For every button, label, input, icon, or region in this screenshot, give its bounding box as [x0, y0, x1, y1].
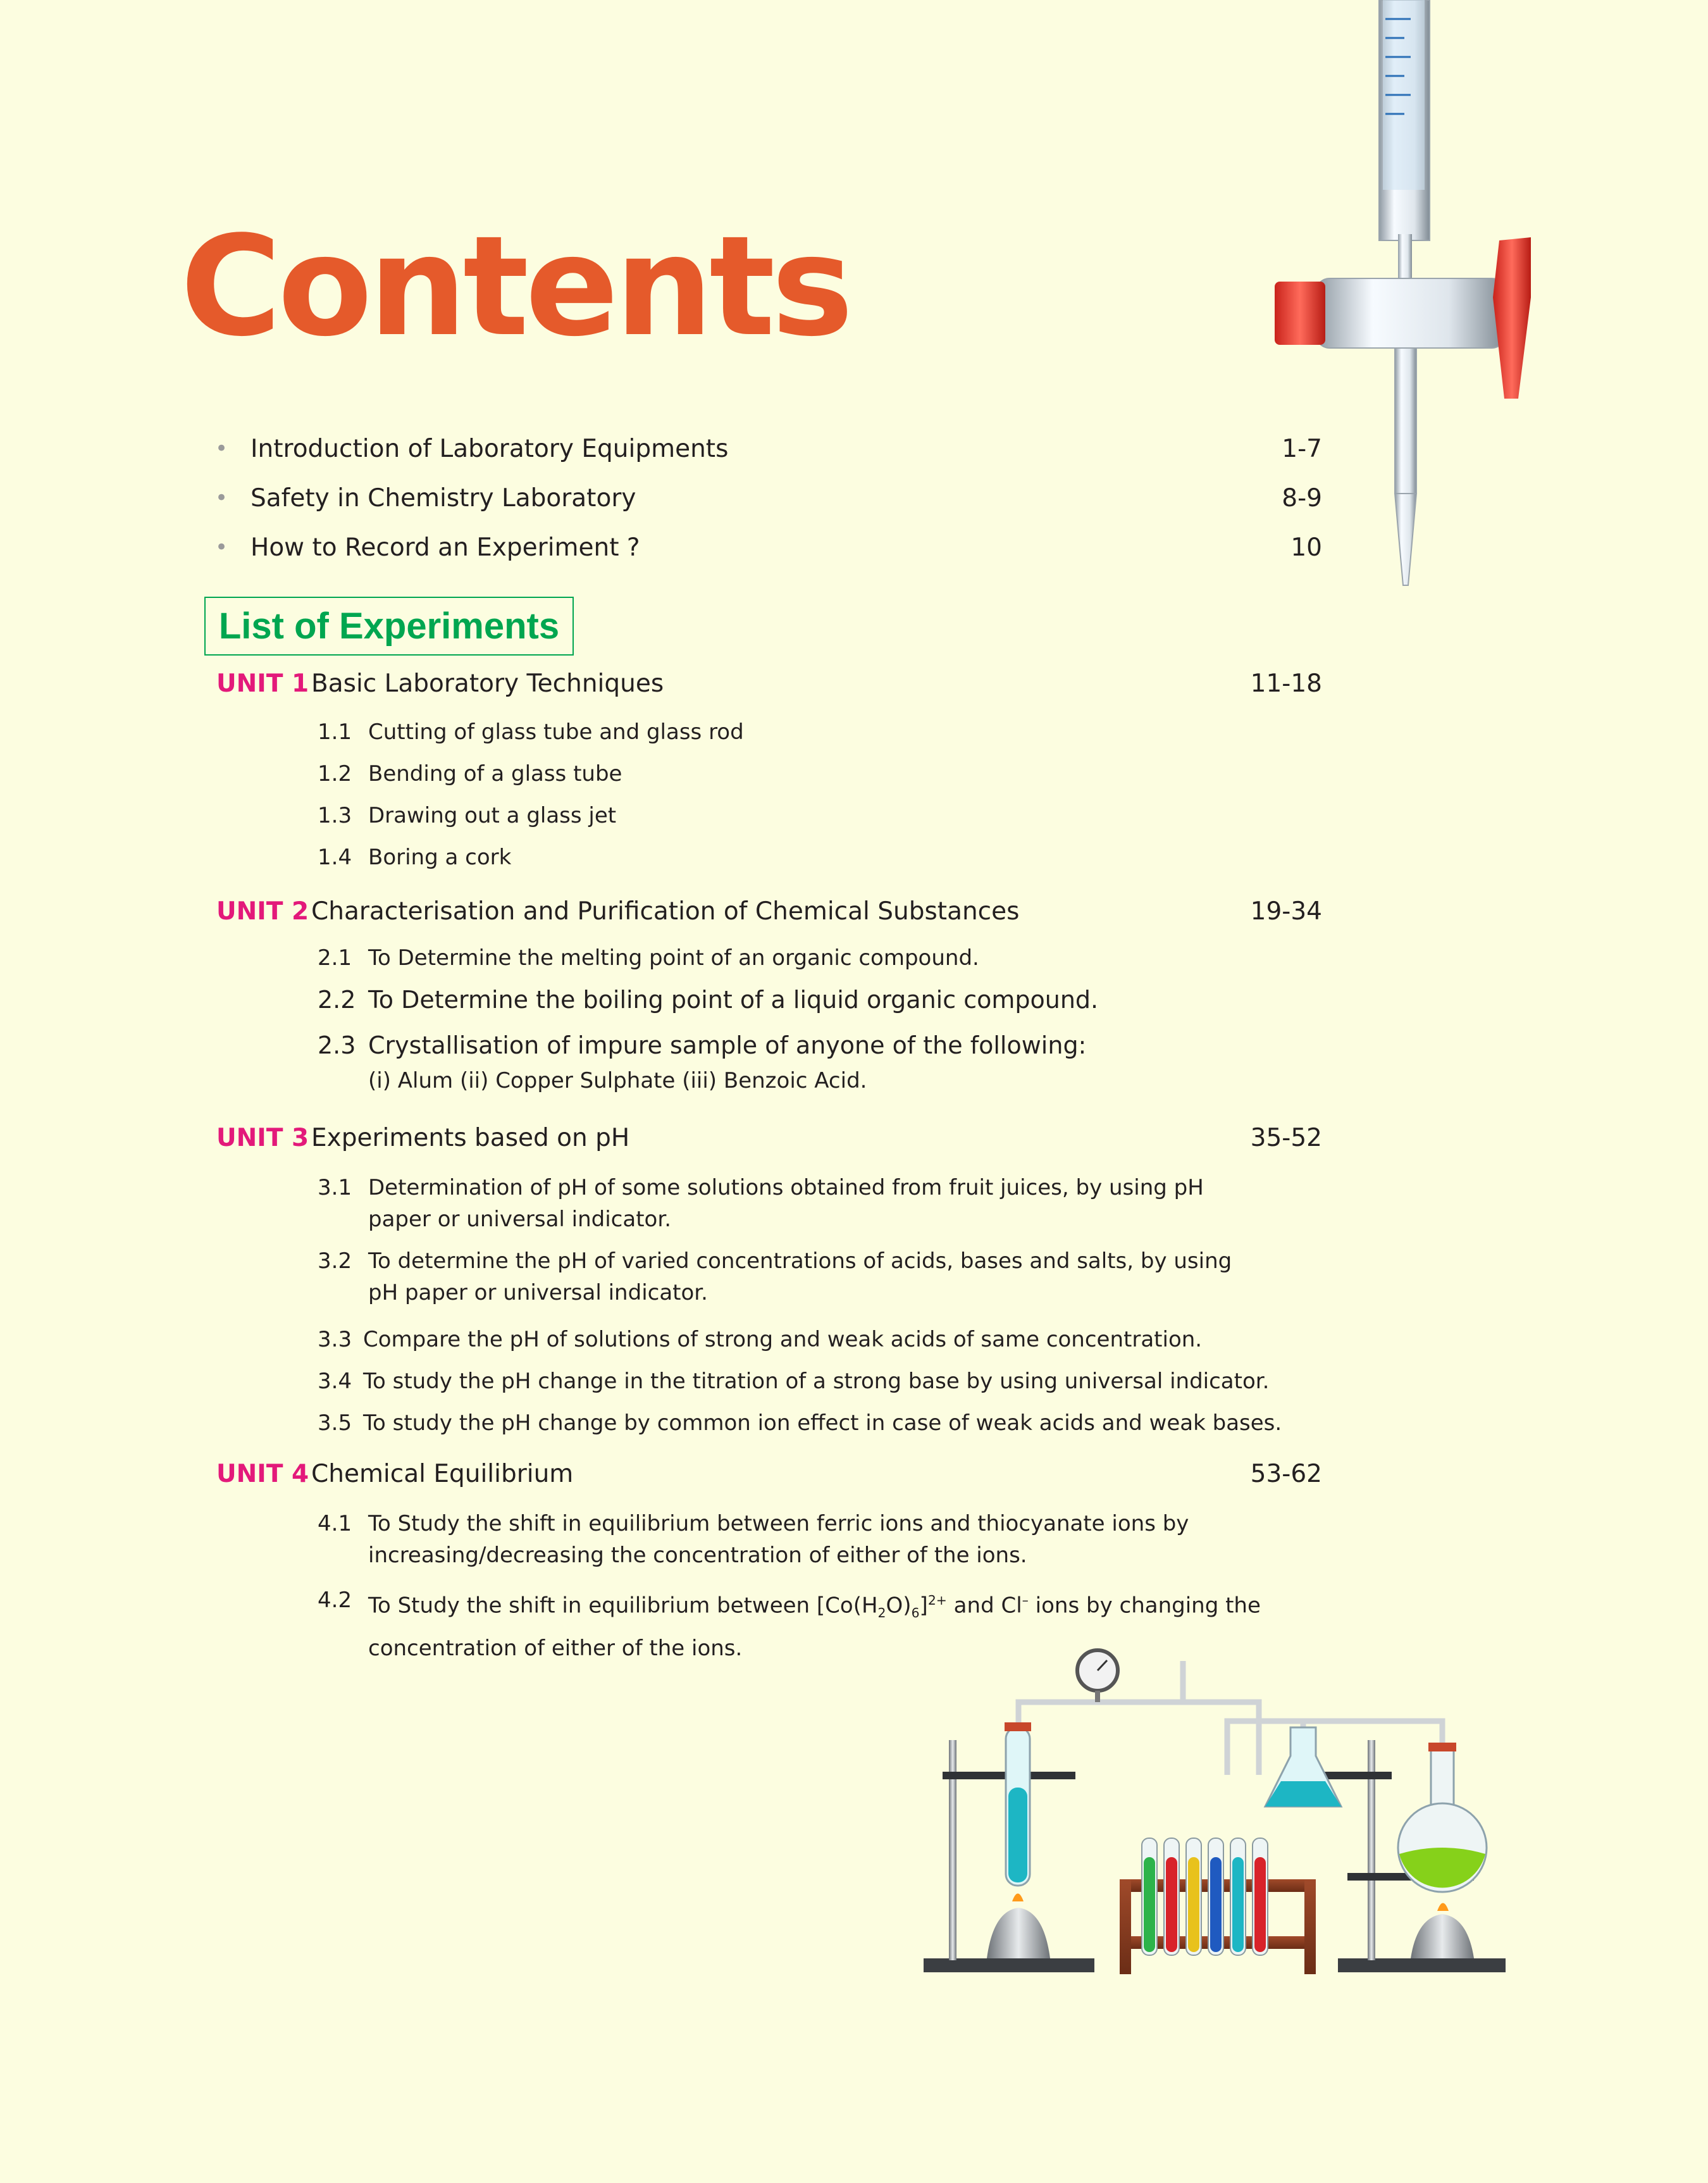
unit-heading — [216, 1124, 1322, 1166]
intro-item-label: Introduction of Laboratory Equipments — [251, 434, 729, 463]
experiment-text: To Study the shift in equilibrium between $[Co(H_2O)_6]^{2+}$ and Cl– ions by changing the concentration of either of the ions. — [368, 1593, 1261, 1662]
intro-item — [215, 473, 1322, 523]
intro-item-pages: 10 — [1290, 533, 1322, 562]
experiment-text: To determine the pH of varied concentrations of acids, bases and salts, by using pH paper or universal indicator. — [368, 1248, 1232, 1305]
experiment-item — [318, 1360, 1322, 1402]
bullet-icon: • — [215, 436, 228, 461]
experiment-number: 2.3 — [318, 1031, 356, 1059]
experiment-text: Drawing out a glass jet — [368, 803, 617, 828]
experiment-text: Compare the pH of solutions of strong and weak acids of same concentration. — [363, 1327, 1203, 1352]
list-of-experiments-box — [204, 597, 574, 656]
experiment-text: Determination of pH of some solutions obtained from fruit juices, by using pH paper or universal indicator. — [368, 1175, 1204, 1232]
experiment-text: Bending of a glass tube — [368, 761, 622, 787]
experiment-item — [318, 837, 1322, 878]
experiment-number: 1.1 — [318, 719, 352, 745]
experiment-item — [318, 1172, 1241, 1235]
bullet-icon: • — [215, 535, 228, 560]
experiment-item — [318, 1023, 1322, 1068]
intro-item — [215, 523, 1322, 572]
experiment-text: Cutting of glass tube and glass rod — [368, 719, 744, 745]
experiment-text: To Study the shift in equilibrium between ferric ions and thiocyanate ions by increasing/decreasing the concentration of either of the ions. — [368, 1511, 1189, 1568]
list-of-experiments-title: List of Experiments — [218, 606, 560, 647]
experiment-number: 4.1 — [318, 1511, 352, 1536]
experiment-number: 4.2 — [318, 1588, 352, 1613]
experiment-number: 3.1 — [318, 1175, 352, 1200]
unit-section — [216, 669, 1322, 878]
bullet-icon: • — [215, 485, 228, 511]
unit-title: Experiments based on pH — [311, 1124, 630, 1152]
unit-heading — [216, 1460, 1322, 1502]
unit-pages: 19-34 — [1250, 897, 1322, 926]
experiment-number: 2.1 — [318, 945, 352, 971]
unit-heading — [216, 669, 1322, 711]
unit-pages: 11-18 — [1250, 669, 1322, 698]
intro-item — [215, 424, 1322, 473]
experiment-subtext: (i) Alum (ii) Copper Sulphate (iii) Benzoic Acid. — [368, 1068, 867, 1093]
unit-heading — [216, 897, 1322, 939]
unit-label: UNIT 2 — [216, 897, 309, 926]
experiment-item — [318, 1402, 1322, 1444]
unit-label: UNIT 4 — [216, 1460, 309, 1488]
experiment-number: 2.2 — [318, 986, 356, 1014]
unit-section — [216, 1460, 1322, 1666]
experiment-item — [318, 977, 1322, 1023]
unit-pages: 35-52 — [1250, 1124, 1322, 1152]
intro-list — [215, 424, 1322, 572]
intro-item-label: How to Record an Experiment ? — [251, 533, 640, 562]
unit-label: UNIT 1 — [216, 669, 309, 698]
experiment-text: Crystallisation of impure sample of anyone of the following: — [368, 1031, 1087, 1059]
experiment-number: 3.4 — [318, 1369, 352, 1394]
experiment-number: 1.3 — [318, 803, 352, 828]
experiment-number: 1.4 — [318, 845, 352, 870]
experiment-text: Boring a cork — [368, 845, 512, 870]
experiment-text: To Determine the melting point of an organic compound. — [368, 945, 979, 971]
unit-title: Chemical Equilibrium — [311, 1460, 574, 1488]
unit-section — [216, 1124, 1322, 1444]
experiment-text: To study the pH change in the titration of a strong base by using universal indicator. — [363, 1369, 1270, 1394]
page-title: Contents — [180, 207, 850, 367]
experiment-item — [318, 711, 1322, 753]
experiment-text: To study the pH change by common ion effect in case of weak acids and weak bases. — [363, 1410, 1282, 1436]
experiment-number: 3.2 — [318, 1248, 352, 1274]
experiment-text: To Determine the boiling point of a liquid organic compound. — [368, 986, 1099, 1014]
experiment-item — [318, 753, 1322, 795]
lab-apparatus-icon — [917, 1639, 1518, 1993]
unit-title: Basic Laboratory Techniques — [311, 669, 664, 698]
experiment-number: 3.3 — [318, 1327, 352, 1352]
experiment-item — [318, 795, 1322, 837]
unit-pages: 53-62 — [1250, 1460, 1322, 1488]
unit-section — [216, 897, 1322, 1093]
intro-item-pages: 1-7 — [1282, 434, 1322, 463]
unit-title: Characterisation and Purification of Chemical Substances — [311, 897, 1020, 926]
experiment-item-continuation — [318, 1068, 1322, 1093]
intro-item-pages: 8-9 — [1282, 483, 1322, 513]
experiment-item — [318, 939, 1322, 977]
experiment-item — [318, 1319, 1322, 1360]
unit-label: UNIT 3 — [216, 1124, 309, 1152]
experiment-item — [318, 1508, 1241, 1571]
experiment-item — [318, 1245, 1241, 1309]
experiment-number: 1.2 — [318, 761, 352, 787]
experiment-number: 3.5 — [318, 1410, 352, 1436]
intro-item-label: Safety in Chemistry Laboratory — [251, 483, 636, 513]
